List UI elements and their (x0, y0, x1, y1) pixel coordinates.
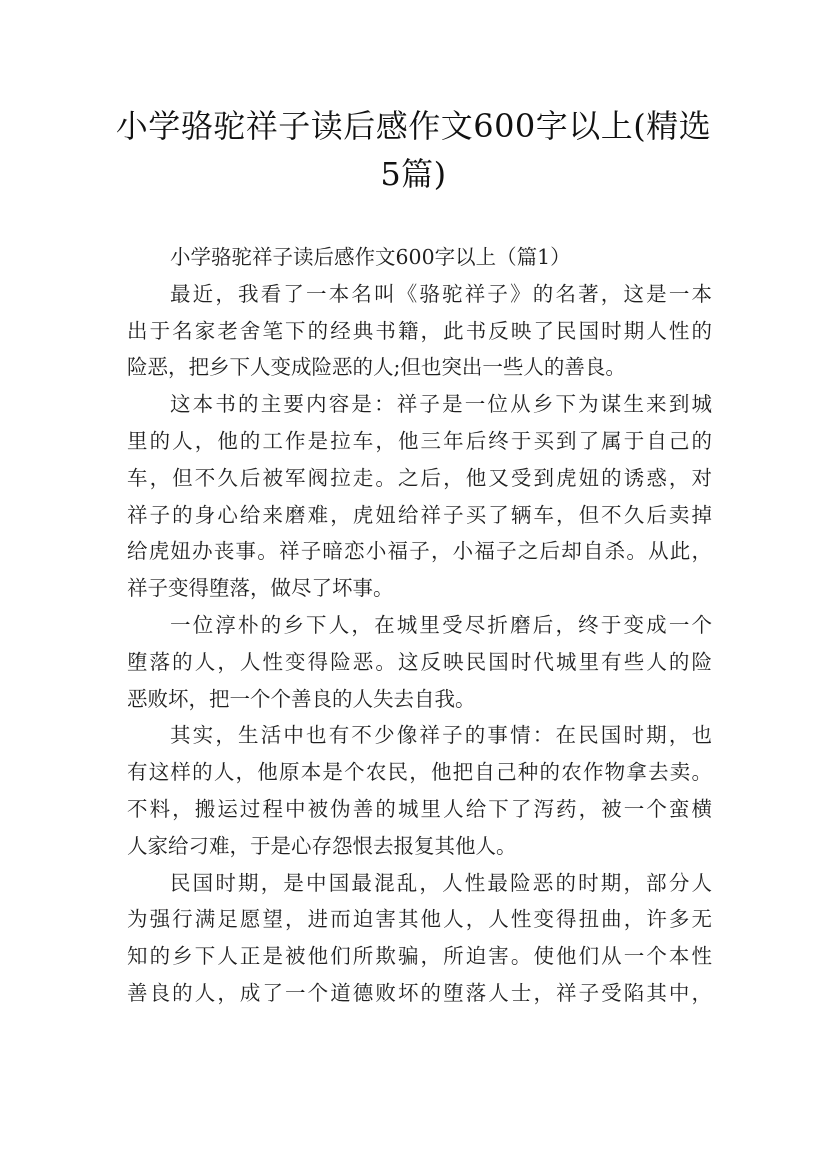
paragraph-line: 险恶，把乡下人变成险恶的人;但也突出一些人的善良。 (127, 355, 626, 380)
paragraph-line: 出于名家老舍笔下的经典书籍，此书反映了民国时期人性的 (127, 318, 712, 343)
paragraph-line: 这本书的主要内容是：祥子是一位从乡下为谋生来到城 (170, 392, 712, 417)
paragraph-line: 不料，搬运过程中被伪善的城里人给下了泻药，被一个蛮横 (127, 796, 712, 821)
paragraph-line: 恶败坏，把一个个善良的人失去自我。 (127, 686, 476, 711)
title-line-2: 5篇) (380, 155, 447, 193)
paragraph-line: 堕落的人，人性变得险恶。这反映民国时代城里有些人的险 (127, 649, 712, 674)
paragraph-line: 最近，我看了一本名叫《骆驼祥子》的名著，这是一本 (170, 281, 712, 306)
paragraph-line: 给虎妞办丧事。祥子暗恋小福子，小福子之后却自杀。从此， (127, 539, 712, 564)
paragraph-line: 车，但不久后被军阀拉走。之后，他又受到虎妞的诱惑，对 (127, 465, 712, 490)
document-body (127, 239, 712, 1012)
paragraph-line: 知的乡下人正是被他们所欺骗，所迫害。使他们从一个本性 (127, 944, 712, 969)
paragraph-line: 有这样的人，他原本是个农民，他把自己种的农作物拿去卖。 (127, 760, 712, 785)
document-title (100, 102, 727, 198)
paragraph-line: 为强行满足愿望，进而迫害其他人，人性变得扭曲，许多无 (127, 907, 712, 932)
section-heading: 小学骆驼祥子读后感作文600字以上（篇1） (170, 245, 571, 269)
paragraph-line: 其实，生活中也有不少像祥子的事情：在民国时期，也 (170, 723, 712, 748)
paragraph-line: 祥子变得堕落，做尽了坏事。 (127, 576, 394, 601)
paragraph-line: 民国时期，是中国最混乱，人性最险恶的时期，部分人 (170, 870, 712, 895)
paragraph-line: 祥子的身心给来磨难，虎妞给祥子买了辆车，但不久后卖掉 (127, 502, 712, 527)
paragraph-line: 人家给刁难，于是心存怨恨去报复其他人。 (127, 833, 517, 858)
paragraph-line: 里的人，他的工作是拉车，他三年后终于买到了属于自己的 (127, 428, 712, 453)
title-line-1: 小学骆驼祥子读后感作文600字以上(精选 (115, 107, 712, 145)
paragraph-line: 善良的人，成了一个道德败坏的堕落人士，祥子受陷其中， (127, 980, 712, 1005)
paragraph-line: 一位淳朴的乡下人，在城里受尽折磨后，终于变成一个 (170, 612, 712, 637)
